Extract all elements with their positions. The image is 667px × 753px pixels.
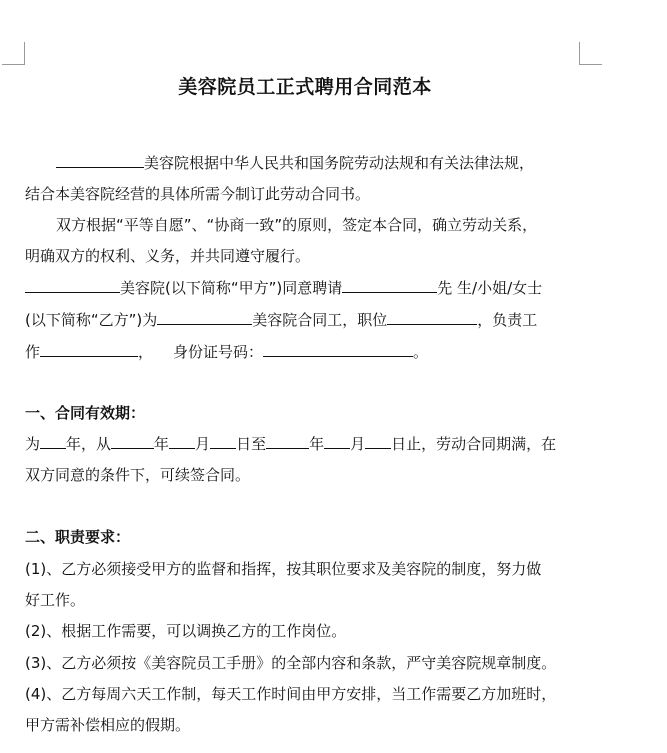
blank-field[interactable] (169, 433, 195, 449)
paragraph-line: 双方根据“平等自愿”、“协商一致”的原则，签定本合同，确立劳动关系， (56, 216, 538, 234)
text: 为 (25, 435, 41, 453)
paragraph-line: 明确双方的权利、义务，并共同遵守履行。 (25, 247, 311, 265)
blank-field[interactable] (40, 433, 66, 449)
paragraph-line (25, 277, 542, 299)
text: 。 (413, 343, 429, 361)
blank-field[interactable] (56, 152, 144, 168)
text: ，负责工 (477, 311, 538, 329)
text: 先 生/小姐/女士 (437, 279, 543, 297)
paragraph-line (25, 433, 556, 455)
document-title: 美容院员工正式聘用合同范本 (178, 76, 432, 98)
blank-field[interactable] (157, 309, 252, 325)
list-item: 好工作。 (25, 591, 86, 609)
margin-corner-mark (24, 42, 25, 65)
paragraph-line (25, 341, 428, 363)
text: 日止，劳动合同期满，在 (391, 435, 557, 453)
blank-field[interactable] (324, 433, 350, 449)
section-heading: 一、合同有效期： (25, 404, 146, 422)
text: 月 (350, 435, 366, 453)
list-item: (3)、乙方必须按《美容院员工手册》的全部内容和条款，严守美容院规章制度。 (25, 654, 557, 672)
margin-corner-mark (2, 64, 25, 65)
paragraph-line (25, 309, 537, 331)
text: ， (138, 343, 154, 361)
list-item: 甲方需补偿相应的假期。 (25, 716, 191, 734)
margin-corner-mark (579, 64, 602, 65)
text: 年 (154, 435, 170, 453)
text: 年 (309, 435, 325, 453)
blank-field[interactable] (387, 309, 477, 325)
section-heading: 二、职责要求： (25, 528, 131, 546)
paragraph-line: 双方同意的条件下，可续签合同。 (25, 466, 251, 484)
text: 月 (195, 435, 211, 453)
text: 美容院合同工，职位 (252, 311, 388, 329)
paragraph-line: 结合本美容院经营的具体所需今制订此劳动合同书。 (25, 185, 371, 203)
blank-field[interactable] (111, 433, 154, 449)
blank-field[interactable] (25, 277, 120, 293)
text: 身份证号码： (173, 343, 264, 361)
blank-field[interactable] (210, 433, 236, 449)
list-item: (4)、乙方每周六天工作制，每天工作时间由甲方安排，当工作需要乙方加班时， (25, 685, 557, 703)
text: 美容院根据中华人民共和国务院劳动法规和有关法律法规， (144, 154, 535, 172)
text: 美容院(以下简称“甲方”)同意聘请 (120, 279, 343, 297)
list-item: (2)、根据工作需要，可以调换乙方的工作岗位。 (25, 622, 347, 640)
text: 年，从 (66, 435, 112, 453)
blank-field[interactable] (365, 433, 391, 449)
text: 作 (25, 343, 41, 361)
paragraph-line (25, 152, 534, 174)
text: 日至 (236, 435, 267, 453)
margin-corner-mark (579, 42, 580, 65)
list-item: (1)、乙方必须接受甲方的监督和指挥，按其职位要求及美容院的制度，努力做 (25, 560, 542, 578)
text: (以下简称“乙方”)为 (25, 311, 158, 329)
blank-field[interactable] (266, 433, 309, 449)
blank-field[interactable] (40, 341, 138, 357)
blank-field[interactable] (342, 277, 437, 293)
blank-field[interactable] (263, 341, 413, 357)
